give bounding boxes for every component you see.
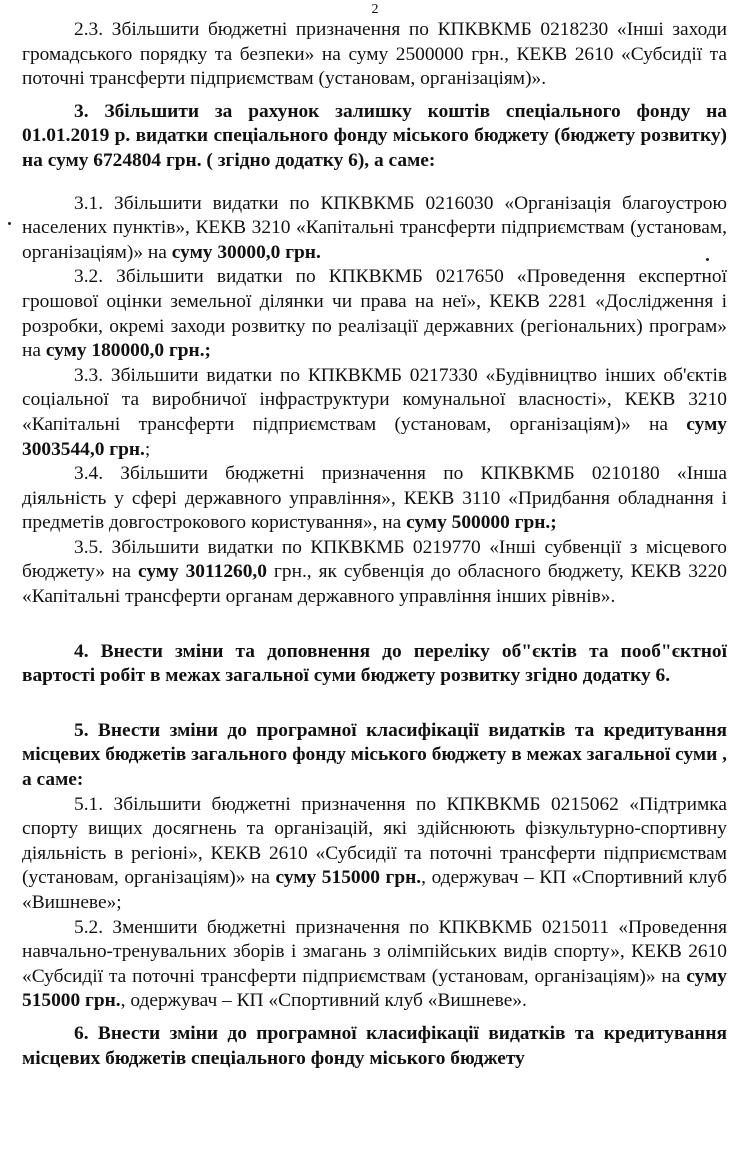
paragraph-5-2	[22, 916, 727, 1014]
heading-4	[22, 640, 727, 689]
text-run: ;	[144, 438, 151, 460]
text-run: 5.2. Зменшити бюджетні призначення по КПКВКМБ 0215011 «Проведення навчально-тренувальних зборів і змагань з олімпійських видів спорту», КЕКВ 2610 «Субсидії та поточні трансферти підприємствам (установам, організаціям)» на	[22, 916, 727, 987]
text-run: , одержувач – КП «Спортивний клуб «Вишневе»;	[22, 867, 728, 913]
text-run: 3.3. Збільшити видатки по КПКВКМБ 0217330 «Будівництво інших об'єктів соціальної та виробничої інфраструктури комунальної власності», КЕКВ 3210 «Капітальні трансферти підприємствам (установам, організаціям)» на	[22, 364, 727, 435]
heading-5	[22, 719, 727, 793]
text-run: 3.4. Збільшити бюджетні призначення по КПКВКМБ 0210180 «Інша діяльність у сфері державного управління», КЕКВ 3110 «Придбання обладнання і предметів довгострокового користування», на	[22, 463, 727, 534]
emphasized-amount: суму 180000,0 грн.;	[45, 340, 212, 362]
paragraph-3-5	[22, 536, 727, 610]
scan-speck	[706, 258, 709, 261]
text-run: 5.1. Збільшити бюджетні призначення по КПКВКМБ 0215062 «Підтримка спорту вищих досягнень та організацій, які здійснюють фізкультурно-спортивну діяльність в регіоні», КЕКВ 2610 «Субсидії та поточні трансферти підприємствам (установам, організаціям)» на	[22, 793, 727, 889]
text-run: 3.2. Збільшити видатки по КПКВКМБ 0217650 «Проведення експертної грошової оцінки земельної ділянки чи права на неї», КЕКВ 2281 «Дослідження і розробки, окремі заходи розвитку по реалізації державних (регіональних) програм» на	[22, 266, 727, 362]
paragraph-3-2	[22, 265, 727, 363]
text-run: 3.1. Збільшити видатки по КПКВКМБ 0216030 «Організація благоустрою населених пунктів», КЕКВ 3210 «Капітальні трансферти підприємствам (установам, організаціям)» на	[22, 192, 727, 263]
text-run: , одержувач – КП «Спортивний клуб «Вишневе».	[120, 990, 527, 1012]
paragraph-3-4	[22, 462, 727, 536]
emphasized-amount: суму 515000 грн.	[275, 867, 422, 889]
paragraph-5-1	[22, 793, 727, 916]
text-run: 3.5. Збільшити видатки по КПКВКМБ 0219770 «Інші субвенції з місцевого бюджету» на	[22, 536, 727, 583]
text-run: грн., як субвенція до обласного бюджету, КЕКВ 3220 «Капітальні трансферти органам державного управління інших рівнів».	[22, 561, 727, 608]
paragraph-3-1	[22, 192, 727, 266]
emphasized-amount: 4. Внести зміни та доповнення до переліку об"єктів та пооб"єктної вартості робіт в межах загальної суми бюджету розвитку згідно додатку 6.	[22, 640, 727, 687]
emphasized-amount: суму 515000 грн.	[22, 965, 727, 1012]
paragraph-3-3	[22, 364, 727, 462]
page-number: 2	[371, 2, 379, 17]
text-run: 2.3. Збільшити бюджетні призначення по КПКВКМБ 0218230 «Інші заходи громадського порядку та безпеки» на суму 2500000 грн., КЕКВ 2610 «Субсидії та поточні трансферти підприємствам (установам, організаціям)».	[22, 19, 727, 90]
emphasized-amount: 6. Внести зміни до програмної класифікації видатків та кредитування місцевих бюджетів спеціального фонду міського бюджету	[22, 1022, 727, 1069]
emphasized-amount: суму 500000 грн.;	[406, 512, 557, 534]
emphasized-amount: 5. Внести зміни до програмної класифікації видатків та кредитування місцевих бюджетів загального фонду міського бюджету в межах загальної суми , а саме:	[22, 719, 727, 791]
emphasized-amount: суму 3011260,0	[137, 561, 267, 583]
emphasized-amount: 3. Збільшити за рахунок залишку коштів спеціального фонду на 01.01.2019 р. видатки спеціального фонду міського бюджету (бюджету розвитку) на суму 6724804 грн. ( згідно додатку 6), а саме:	[22, 100, 727, 171]
emphasized-amount: суму 3003544,0 грн.	[22, 413, 727, 460]
emphasized-amount: суму 30000,0 грн.	[171, 241, 321, 263]
paragraph-2-3	[22, 18, 727, 92]
document-body	[22, 18, 727, 1071]
scan-speck	[8, 222, 11, 225]
heading-3	[22, 100, 727, 174]
heading-6	[22, 1022, 727, 1071]
